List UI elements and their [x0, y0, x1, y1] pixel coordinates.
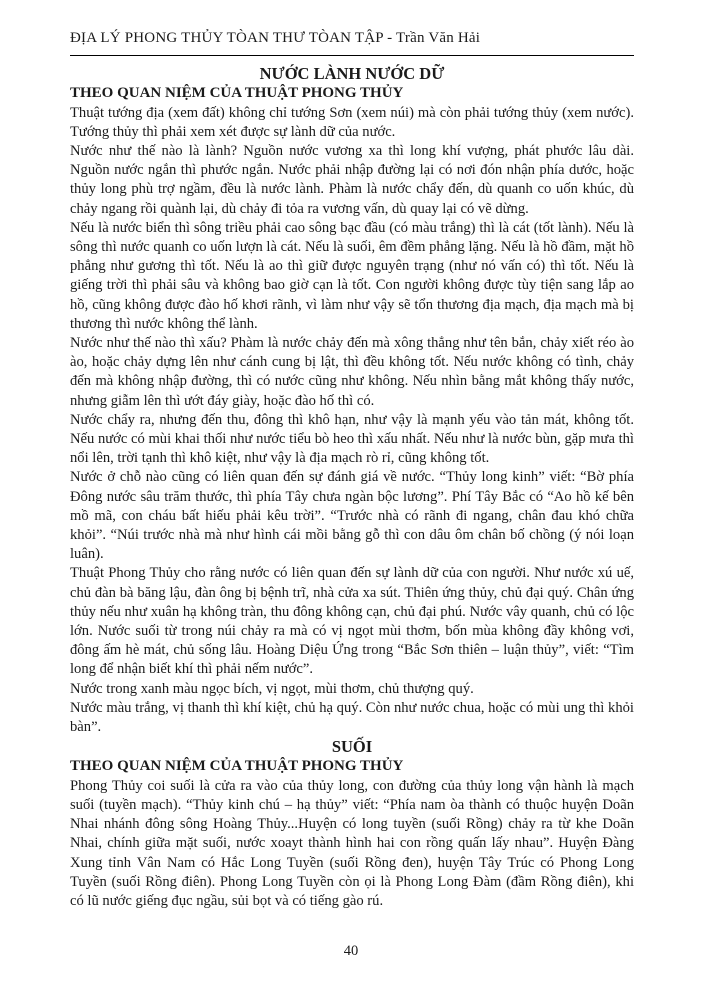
paragraph: Nước màu trắng, vị thanh thì khí kiệt, chủ hạ quý. Còn như nước chua, hoặc có mùi ung thì khỏi bàn”. — [70, 699, 634, 735]
section-title: NƯỚC LÀNH NƯỚC DỮ — [259, 64, 445, 83]
section-nuoc-lanh-nuoc-du — [70, 64, 634, 737]
paragraph: Nếu là nước biển thì sông triều phải cao sông bạc đầu (có màu trắng) thì là cát (tốt lành). Nếu là sông thì nước quanh co uốn lượn là cát. Nếu là suối, êm đềm phẳng lặng. Nếu là hồ đầm, mặt hồ phẳng như gương thì tốt. Nếu là ao thì giữ được nguyên trạng (như nó vấn có) thì tốt. Nếu là giếng trời thì phải sâu và không bao giờ cạn là tốt. Con người không được tùy tiện sang lắp ao hồ, cũng không được đào hố khơi rãnh, vì làm như vậy sẽ tổn thương địa mạch, địa mạch mà bị thương thì nước không thể lành. — [70, 219, 634, 332]
paragraph: Nước như thế nào là lành? Nguồn nước vương xa thì long khí vượng, phát phước lâu dài. Nguồn nước ngắn thì phước ngắn. Nước phải nhập đường lại có nơi đón nhận phía dước, hoặc thủy long phù trợ ngầm, đều là nước lành. Phàm là nước chẩy đến, dù quanh co uốn khúc, dù chảy ngang rồi quành lại, dù chảy đi tỏa ra vương vấn, dù quay lại có vẽ dừng. — [70, 142, 634, 217]
paragraph: Nước ở chỗ nào cũng có liên quan đến sự đánh giá về nước. “Thủy long kinh” viết: “Bờ phía Đông nước sâu trăm thước, thì phía Tây chưa ngàn bộc lương”. Phí Tây Bắc có “Ao hồ kế bên mồ mã, con cháu bất hiếu phải kêu trời”. “Trước nhà có rãnh đi ngang, chân đau khó chữa khỏi”. “Núi trước nhà mà như hình cái mồi bằng gỗ thì con dâu ôm chân bố chồng (ý nói loạn luân). — [70, 469, 634, 563]
paragraph: Nước chẩy ra, nhưng đến thu, đông thì khô hạn, như vậy là mạnh yếu vào tản mát, không tốt. Nếu nước có mùi khai thối như nước tiểu bò heo thì xấu nhất. Nếu như là nước bùn, gặp mưa thì nổi lên, trời tạnh thì khô kiệt, như vậy là địa mạch rò rỉ, cũng không tốt. — [70, 411, 634, 467]
section-title: SUỐI — [331, 737, 373, 757]
page-number: 40 — [343, 943, 359, 959]
paragraph: Nước trong xanh màu ngọc bích, vị ngọt, mùi thơm, chủ thượng quý. — [70, 680, 474, 697]
running-header: ĐỊA LÝ PHONG THỦY TÒAN THƯ TÒAN TẬP - Trần Văn Hải — [70, 30, 481, 46]
section-heading: THEO QUAN NIỆM CỦA THUẬT PHONG THỦY — [70, 758, 404, 775]
paragraph: Thuật tướng địa (xem đất) không chỉ tướng Sơn (xem núi) mà còn phải tướng thủy (xem nước). Tướng thủy thì phải xem xét được sự lành dữ của nước. — [70, 104, 634, 140]
paragraph: Thuật Phong Thủy cho rằng nước có liên quan đến sự lành dữ của con người. Như nước xú uế, chủ đàn bà băng lậu, đàn ông bị bệnh trĩ, nhà cửa xa sút. Thiên ứng thủy, chủ đại quý. Chân ứng thủy nếu như xuân hạ không tràn, thu đông không cạn, chủ đại phú. Nước vây quanh, chủ có lộc lớn. Nước suối từ trong núi chảy ra mà có vị ngọt mùi thơm, bốn mùa không đầy không vơi, đông ấm hè mát, chủ sống lâu. Hoàng Diệu Ứng trong “Bắc Sơn thiên – luận thủy”, viết: “Tìm long để nhận biết khí thì phải nếm nước”. — [70, 565, 634, 678]
section-heading: THEO QUAN NIỆM CỦA THUẬT PHONG THỦY — [70, 85, 404, 101]
section-suoi — [70, 737, 634, 911]
header-rule — [70, 55, 634, 56]
paragraph: Phong Thủy coi suối là cửa ra vào của thủy long, con đường của thủy long vận hành là mạch suối (tuyền mạch). “Thủy kinh chú – hạ thủy” viết: “Phía nam òa thành có thuộc huyện Doãn Nhai nhánh đông sông Hoàng Thủy...Huyện có long tuyền (suối Rồng) chảy ra từ khe Doãn Nhai, chính giữa mặt suối, nước xoayt thành hình hai con rồng quấn lấy nhau”. Huyện Đàng Xung tỉnh Vân Nam có Hắc Long Tuyền (suối Rồng đen), huyện Tây Trúc có Phong Long Tuyền (suối Rồng điên). Phong Long Tuyền còn ọi là Phong Long Đàm (đầm Rồng điên), khi có lũ nước giếng đục ngầu, sủi bọt và có tiếng gào rú. — [70, 777, 634, 909]
paragraph: Nước như thế nào thì xấu? Phàm là nước chảy đến mà xông thẳng như tên bắn, chảy xiết réo ào ào, hoặc chảy dựng lên như cánh cung bị lật, thì đều không tốt. Nếu nước không có tình, chảy đến mà không nhập đường, thì có nước cũng như không. Nếu nhìn bằng mắt không thấy nước, nhưng giẫm lên thì ướt đáy giày, hoặc đào hố thì có. — [70, 334, 634, 409]
